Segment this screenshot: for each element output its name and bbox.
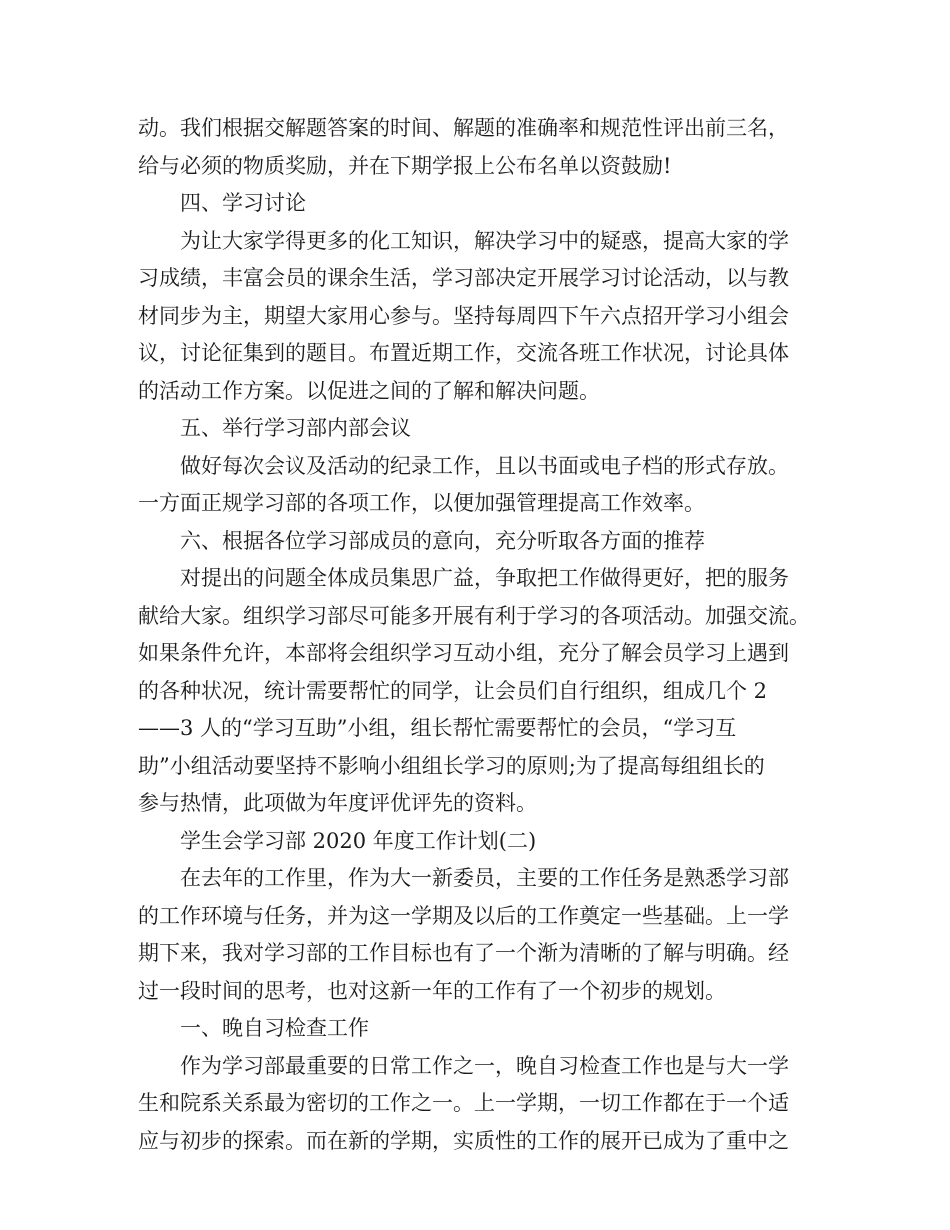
text-line: 对提出的问题全体成员集思广益，争取把工作做得更好，把的服务 [180, 566, 789, 590]
text-line: 参与热情，此项做为年度评优评先的资料。 [138, 791, 537, 815]
text-line: 期下来，我对学习部的工作目标也有了一个渐为清晰的了解与明确。经 [138, 941, 789, 965]
text-line: 六、根据各位学习部成员的意向，充分听取各方面的推荐 [180, 528, 705, 553]
document-body [138, 110, 818, 1160]
text-line: 的活动工作方案。以促进之间的了解和解决问题。 [138, 378, 600, 403]
text-line: 生和院系关系最为密切的工作之一。上一学期，一切工作都在于一个适 [138, 1091, 789, 1115]
text-line: 助”小组活动要坚持不影响小组组长学习的原则;为了提高每组组长的 [138, 753, 765, 778]
text-line: 学生会学习部 2020 年度工作计划(二) [180, 828, 537, 853]
text-line: 应与初步的探索。而在新的学期，实质性的工作的展开已成为了重中之 [138, 1128, 789, 1153]
text-line: 给与必须的物质奖励，并在下期学报上公布名单以资鼓励! [138, 153, 672, 178]
text-line: 习成绩，丰富会员的课余生活，学习部决定开展学习讨论活动，以与教 [138, 266, 789, 290]
text-line: 为让大家学得更多的化工知识，解决学习中的疑惑，提高大家的学 [180, 228, 789, 253]
text-line: 的工作环境与任务，并为这一学期及以后的工作奠定一些基础。上一学 [138, 903, 789, 928]
text-line: 议，讨论征集到的题目。布置近期工作，交流各班工作状况，讨论具体 [138, 341, 789, 365]
text-line: 一、晚自习检查工作 [180, 1016, 369, 1040]
text-line: 动。我们根据交解题答案的时间、解题的准确率和规范性评出前三名， [138, 116, 789, 140]
text-line: ——3 人的“学习互助”小组，组长帮忙需要帮忙的会员，“学习互 [138, 716, 737, 740]
text-line: 如果条件允许，本部将会组织学习互动小组，充分了解会员学习上遇到 [138, 641, 789, 665]
text-line: 做好每次会议及活动的纪录工作，且以书面或电子档的形式存放。 [180, 453, 789, 478]
text-line: 材同步为主，期望大家用心参与。坚持每周四下午六点招开学习小组会 [138, 303, 789, 328]
text-line: 的各种状况，统计需要帮忙的同学，让会员们自行组织，组成几个 2 [138, 678, 768, 703]
text-line: 四、学习讨论 [180, 191, 306, 215]
text-line: 在去年的工作里，作为大一新委员，主要的工作任务是熟悉学习部 [180, 866, 789, 890]
text-line: 作为学习部最重要的日常工作之一，晚自习检查工作也是与大一学 [180, 1053, 789, 1078]
text-line: 五、举行学习部内部会议 [180, 416, 411, 440]
text-line: 一方面正规学习部的各项工作，以便加强管理提高工作效率。 [138, 491, 705, 515]
text-line: 献给大家。组织学习部尽可能多开展有利于学习的各项活动。加强交流。 [138, 603, 810, 628]
text-line: 过一段时间的思考，也对这新一年的工作有了一个初步的规划。 [138, 978, 726, 1003]
